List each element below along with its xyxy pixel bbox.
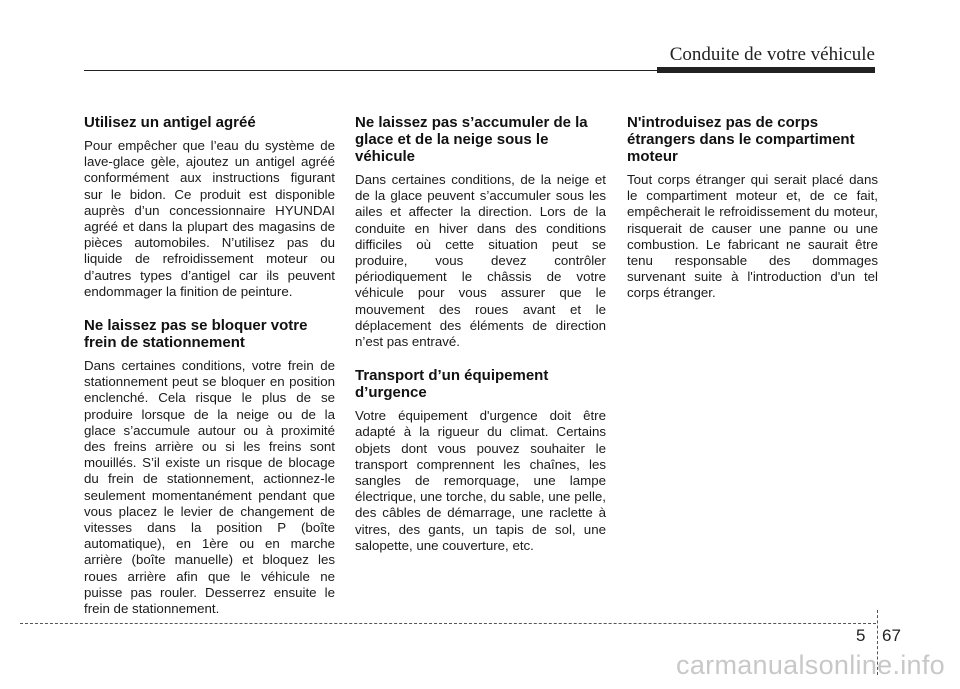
section-glace-neige bbox=[355, 114, 606, 350]
section-body: Pour empêcher que l’eau du système de lave-glace gèle, ajoutez un antigel agréé conformément aux instructions figurant sur le bidon. Ce produit est disponible auprès d’un concessionnaire HYUNDAI agréé et dans la plupart des magasins de pièces automobiles. N’utilisez pas du liquide de refroidissement moteur ou d’autres types d’antigel car ils peuvent endommager la finition de peinture. bbox=[84, 138, 335, 299]
section-body: Dans certaines conditions, votre frein de stationnement peut se bloquer en position enclenché. Cela risque le plus de se produire lorsque de la neige ou de la glace s’accumule autour ou à proximité des freins arrière ou si les freins sont mouillés. S’il existe un risque de blocage du frein de stationnement, actionnez-le seulement momentanément pendant que vous placez le levier de changement de vitesses dans la position P (boîte automatique), en 1ère ou en marche arrière (boîte manuelle) et bloquez les roues arrière afin que le véhicule ne puisse pas rouler. Desserrez ensuite le frein de stationnement. bbox=[84, 358, 335, 617]
header-rule-accent bbox=[657, 67, 875, 73]
section-corps-etrangers bbox=[627, 114, 878, 302]
section-heading: Transport d’un équipement d’urgence bbox=[355, 367, 549, 402]
section-frein-stationnement bbox=[84, 317, 335, 617]
section-body: Tout corps étranger qui serait placé dans le compartiment moteur et, de ce fait, empêcherait le refroidissement du moteur, risquerait de causer une panne ou une combustion. Le fabricant ne saurait être tenu responsable des dommages survenant suite à l'introduction d'un tel corps étranger. bbox=[627, 172, 878, 301]
footer-rule bbox=[20, 623, 876, 624]
section-heading: N'introduisez pas de corps étrangers dans le compartiment moteur bbox=[627, 114, 855, 165]
column-3 bbox=[627, 114, 878, 319]
section-antigel bbox=[84, 114, 335, 300]
section-body: Votre équipement d'urgence doit être adapté à la rigueur du climat. Certains objets dont vous pouvez souhaiter le transport comprennent les chaînes, les sangles de remorquage, une lampe électrique, une torche, du sable, une pelle, des câbles de démarrage, une raclette à vitres, des gants, un tapis de sol, une salopette, une couverture, etc. bbox=[355, 408, 606, 553]
page-number: 67 bbox=[882, 626, 901, 645]
section-heading: Ne laissez pas se bloquer votre frein de stationnement bbox=[84, 317, 308, 352]
chapter-number: 5 bbox=[856, 626, 866, 645]
page-header-title: Conduite de votre véhicule bbox=[669, 44, 875, 65]
section-heading: Utilisez un antigel agréé bbox=[84, 114, 256, 131]
section-equipement-urgence bbox=[355, 367, 606, 554]
section-body: Dans certaines conditions, de la neige et de la glace peuvent s’accumuler sous les ailes et affecter la direction. Lors de la conduite en hiver dans des conditions difficiles où cette situation peut se produire, vous devez contrôler périodiquement le châssis de votre véhicule pour vous assurer que le mouvement des roues avant et le déplacement des éléments de direction n’est pas entravé. bbox=[355, 172, 606, 350]
section-heading: Ne laissez pas s’accumuler de la glace et de la neige sous le véhicule bbox=[355, 114, 588, 165]
column-2 bbox=[355, 114, 606, 571]
watermark: carmanualsonline.info bbox=[676, 650, 945, 680]
column-1 bbox=[84, 114, 335, 634]
